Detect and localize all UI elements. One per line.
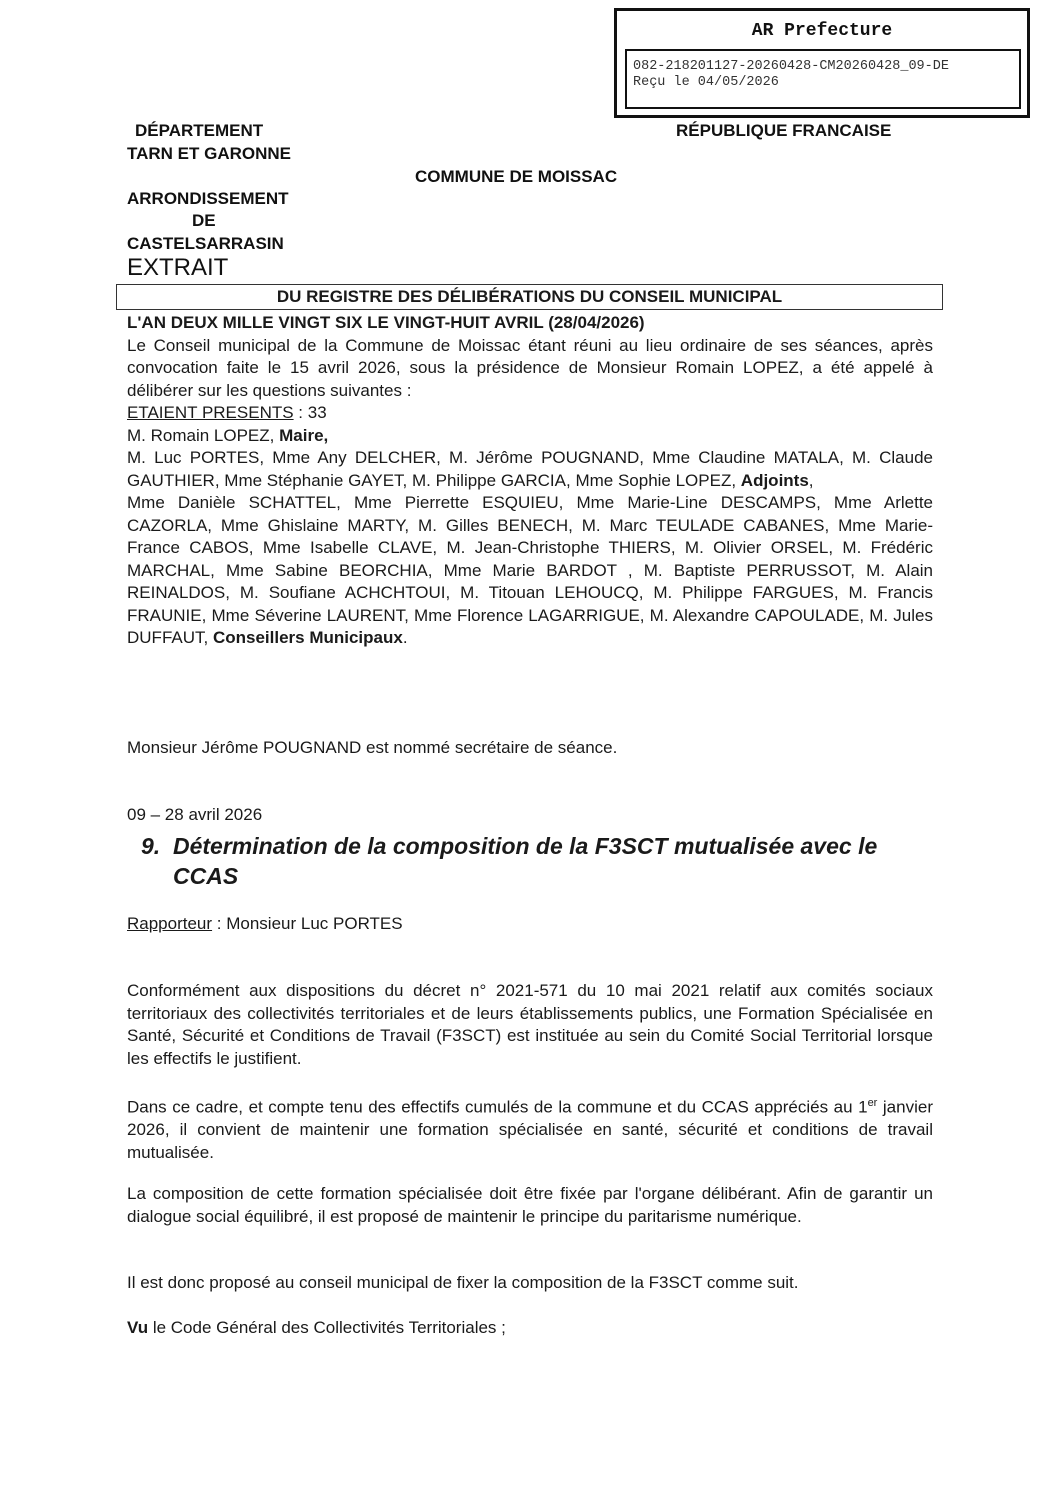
session-block (127, 312, 933, 650)
adjoints-list (127, 447, 933, 492)
conseillers-role: Conseillers Municipaux (212, 628, 403, 647)
maire-role: Maire, (279, 425, 329, 445)
paragraph-cadre (127, 1092, 933, 1164)
adjoints-role: Adjoints (740, 470, 809, 490)
conseillers-list (127, 492, 933, 650)
para2-start: Dans ce cadre, et compte tenu des effectifs cumulés de la commune et du CCAS appréciés au 1 (127, 1097, 868, 1117)
republique-label: RÉPUBLIQUE FRANCAISE (676, 121, 892, 140)
item-title-line2: CCAS (173, 863, 239, 889)
maire-line (127, 425, 933, 448)
conseillers-end: . (402, 628, 408, 647)
stamp-title: AR Prefecture (751, 21, 893, 41)
presents-count: 33 (307, 403, 327, 422)
presents-label: ETAIENT PRESENTS (127, 403, 294, 422)
rapporteur-label: Rapporteur (127, 914, 213, 933)
paragraph-proposition: Il est donc proposé au conseil municipal de fixer la composition de la F3SCT comme suit. (127, 1273, 799, 1292)
arrondissement-line2: DE (192, 211, 216, 230)
commune-name: COMMUNE DE MOISSAC (415, 167, 618, 186)
presents-line (127, 402, 933, 425)
ar-prefecture-stamp (614, 8, 1030, 118)
adjoints-names: M. Luc PORTES, Mme Any DELCHER, M. Jérôme POUGNAND, Mme Claudine MATALA, M. Claude GAUTHIER, Mme Stéphanie GAYET, M. Philippe GARCIA, Mme Sophie LOPEZ, (127, 448, 933, 490)
departement-label: DÉPARTEMENT (135, 121, 264, 140)
rapporteur-value: : Monsieur Luc PORTES (212, 914, 403, 933)
session-intro: Le Conseil municipal de la Commune de Moissac étant réuni au lieu ordinaire de ses séances, après convocation faite le 15 avril 2026, sous la présidence de Monsieur Romain LOPEZ, a été appelé à délibérer sur les questions suivantes : (127, 335, 933, 400)
conseillers-names: Mme Danièle SCHATTEL, Mme Pierrette ESQUIEU, Mme Marie-Line DESCAMPS, Mme Arlette CAZORLA, Mme Ghislaine MARTY, M. Gilles BENECH, M. Marc TEULADE CABANES, Mme Marie-France CABOS, Mme Isabelle CLAVE, M. Jean-Christophe THIERS, M. Olivier ORSEL, M. Frédéric MARCHAL, Mme Sabine BEORCHIA, Mme Marie BARDOT , M. Baptiste PERRUSSOT, M. Alain REINALDOS, M. Soufiane ACHCHTOUI, M. Titouan LEHOUCQ, M. Philippe FARGUES, M. Francis FRAUNIE, Mme Séverine LAURENT, Mme Florence LAGARRIGUE, M. Alexandre CAPOULADE, M. Jules DUFFAUT, (127, 493, 933, 647)
vu-label: Vu (127, 1318, 149, 1337)
stamp-reference: 082-218201127-20260428-CM20260428_09-DE (633, 59, 949, 74)
departement-name: TARN ET GARONNE (127, 144, 292, 163)
item-number: 9. (141, 833, 161, 859)
vu-line (127, 1317, 933, 1340)
register-title: DU REGISTRE DES DÉLIBÉRATIONS DU CONSEIL MUNICIPAL (276, 287, 783, 306)
item-reference: 09 – 28 avril 2026 (127, 805, 263, 824)
paragraph-composition: La composition de cette formation spécialisée doit être fixée par l'organe délibérant. Afin de garantir un dialogue social équilibré, il est proposé de maintenir le principe du paritarisme numérique. (127, 1184, 933, 1226)
paragraph-decret: Conformément aux dispositions du décret n° 2021-571 du 10 mai 2021 relatif aux comités sociaux territoriaux des collectivités territoriales et de leurs établissements publics, une Formation Spécialisée en Santé, Sécurité et Conditions de Travail (F3SCT) est instituée au sein du Comité Social Territorial lorsque les effectifs le justifient. (127, 981, 933, 1068)
para2-superscript: er (867, 1097, 878, 1109)
session-date-line: L'AN DEUX MILLE VINGT SIX LE VINGT-HUIT AVRIL (28/04/2026) (127, 313, 645, 332)
rapporteur-line (127, 913, 933, 936)
extrait-label: EXTRAIT (127, 254, 229, 281)
item-heading (141, 831, 941, 891)
arrondissement-line3: CASTELSARRASIN (127, 234, 284, 253)
maire-name: M. Romain LOPEZ, (127, 425, 280, 445)
arrondissement-line1: ARRONDISSEMENT (127, 189, 289, 208)
stamp-details (625, 49, 1021, 109)
presents-separator: : (293, 403, 308, 422)
register-title-box (116, 284, 943, 310)
vu-text: le Code Général des Collectivités Territoriales ; (148, 1318, 506, 1337)
para2-end: janvier 2026, il convient de maintenir une formation spécialisée en santé, sécurité et conditions de travail mutualisée. (127, 1097, 933, 1162)
item-title-line1: Détermination de la composition de la F3SCT mutualisée avec le (173, 833, 878, 859)
adjoints-comma: , (808, 470, 814, 490)
secretaire-line: Monsieur Jérôme POUGNAND est nommé secrétaire de séance. (127, 738, 618, 757)
stamp-received-date: Reçu le 04/05/2026 (633, 75, 779, 90)
